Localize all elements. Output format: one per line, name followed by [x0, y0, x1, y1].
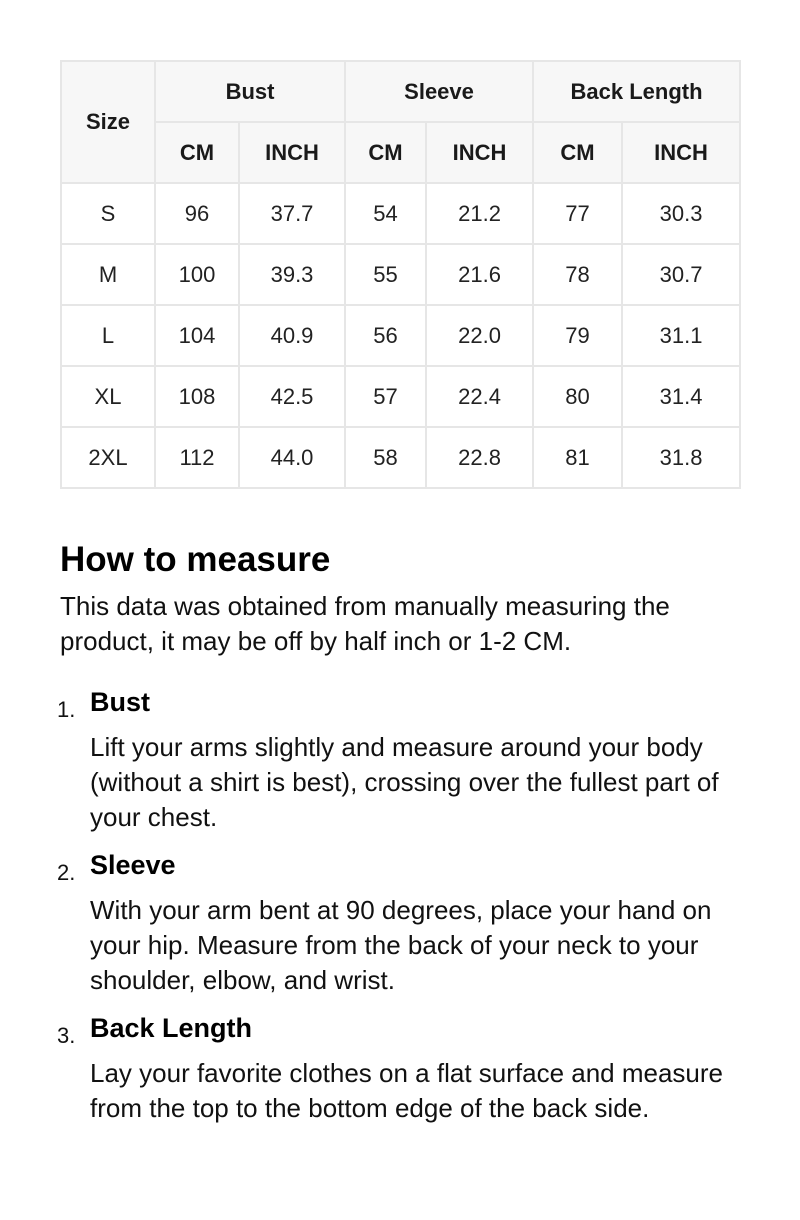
- step-title: Sleeve: [90, 850, 176, 880]
- back-length-cm-cell: 80: [533, 366, 622, 427]
- list-item: [57, 847, 750, 998]
- back-length-inch-cell: 30.7: [622, 244, 740, 305]
- sleeve-inch-cell: 21.2: [426, 183, 533, 244]
- bust-cm-cell: 96: [155, 183, 239, 244]
- back-length-cm-header: CM: [533, 122, 622, 183]
- sleeve-inch-header: INCH: [426, 122, 533, 183]
- step-description: With your arm bent at 90 degrees, place your hand on your hip. Measure from the back of your neck to your shoulder, elbow, and wrist.: [90, 895, 712, 995]
- step-number: 1.: [57, 697, 76, 722]
- table-row: [61, 305, 740, 366]
- list-item: [57, 1010, 750, 1126]
- back-length-inch-cell: 31.4: [622, 366, 740, 427]
- bust-header: Bust: [155, 61, 345, 122]
- back-length-cm-cell: 79: [533, 305, 622, 366]
- step-description: Lift your arms slightly and measure around your body (without a shirt is best), crossing over the fullest part of your chest.: [90, 732, 719, 832]
- sleeve-inch-cell: 22.8: [426, 427, 533, 488]
- back-length-cm-cell: 81: [533, 427, 622, 488]
- bust-cm-cell: 108: [155, 366, 239, 427]
- measure-steps-list: [57, 684, 750, 1126]
- table-row: [61, 244, 740, 305]
- table-row: [61, 366, 740, 427]
- size-cell: M: [61, 244, 155, 305]
- back-length-inch-cell: 31.8: [622, 427, 740, 488]
- section-title: How to measure: [60, 540, 331, 579]
- back-length-header: Back Length: [533, 61, 740, 122]
- how-to-measure-section: [57, 535, 750, 1126]
- bust-inch-cell: 40.9: [239, 305, 345, 366]
- sleeve-header: Sleeve: [345, 61, 533, 122]
- sleeve-inch-cell: 22.4: [426, 366, 533, 427]
- step-title: Bust: [90, 687, 150, 717]
- size-header: Size: [61, 61, 155, 183]
- back-length-cm-cell: 78: [533, 244, 622, 305]
- size-cell: S: [61, 183, 155, 244]
- sleeve-cm-cell: 58: [345, 427, 426, 488]
- intro-text: This data was obtained from manually measuring the product, it may be off by half inch or 1-2 CM.: [60, 591, 670, 656]
- back-length-cm-cell: 77: [533, 183, 622, 244]
- back-length-inch-cell: 30.3: [622, 183, 740, 244]
- bust-inch-cell: 42.5: [239, 366, 345, 427]
- sleeve-cm-header: CM: [345, 122, 426, 183]
- back-length-inch-header: INCH: [622, 122, 740, 183]
- sleeve-inch-cell: 22.0: [426, 305, 533, 366]
- bust-cm-header: CM: [155, 122, 239, 183]
- bust-inch-cell: 39.3: [239, 244, 345, 305]
- bust-cm-cell: 100: [155, 244, 239, 305]
- bust-inch-header: INCH: [239, 122, 345, 183]
- table-row: [61, 183, 740, 244]
- step-description: Lay your favorite clothes on a flat surface and measure from the top to the bottom edge of the back side.: [90, 1058, 724, 1123]
- list-item: [57, 684, 750, 835]
- size-chart-table: [60, 60, 741, 489]
- size-cell: 2XL: [61, 427, 155, 488]
- bust-cm-cell: 112: [155, 427, 239, 488]
- size-cell: XL: [61, 366, 155, 427]
- step-number: 3.: [57, 1023, 76, 1048]
- sleeve-cm-cell: 54: [345, 183, 426, 244]
- bust-inch-cell: 44.0: [239, 427, 345, 488]
- bust-cm-cell: 104: [155, 305, 239, 366]
- sleeve-inch-cell: 21.6: [426, 244, 533, 305]
- sleeve-cm-cell: 56: [345, 305, 426, 366]
- size-cell: L: [61, 305, 155, 366]
- sleeve-cm-cell: 55: [345, 244, 426, 305]
- back-length-inch-cell: 31.1: [622, 305, 740, 366]
- sleeve-cm-cell: 57: [345, 366, 426, 427]
- table-row: [61, 427, 740, 488]
- step-title: Back Length: [90, 1013, 253, 1043]
- step-number: 2.: [57, 860, 76, 885]
- bust-inch-cell: 37.7: [239, 183, 345, 244]
